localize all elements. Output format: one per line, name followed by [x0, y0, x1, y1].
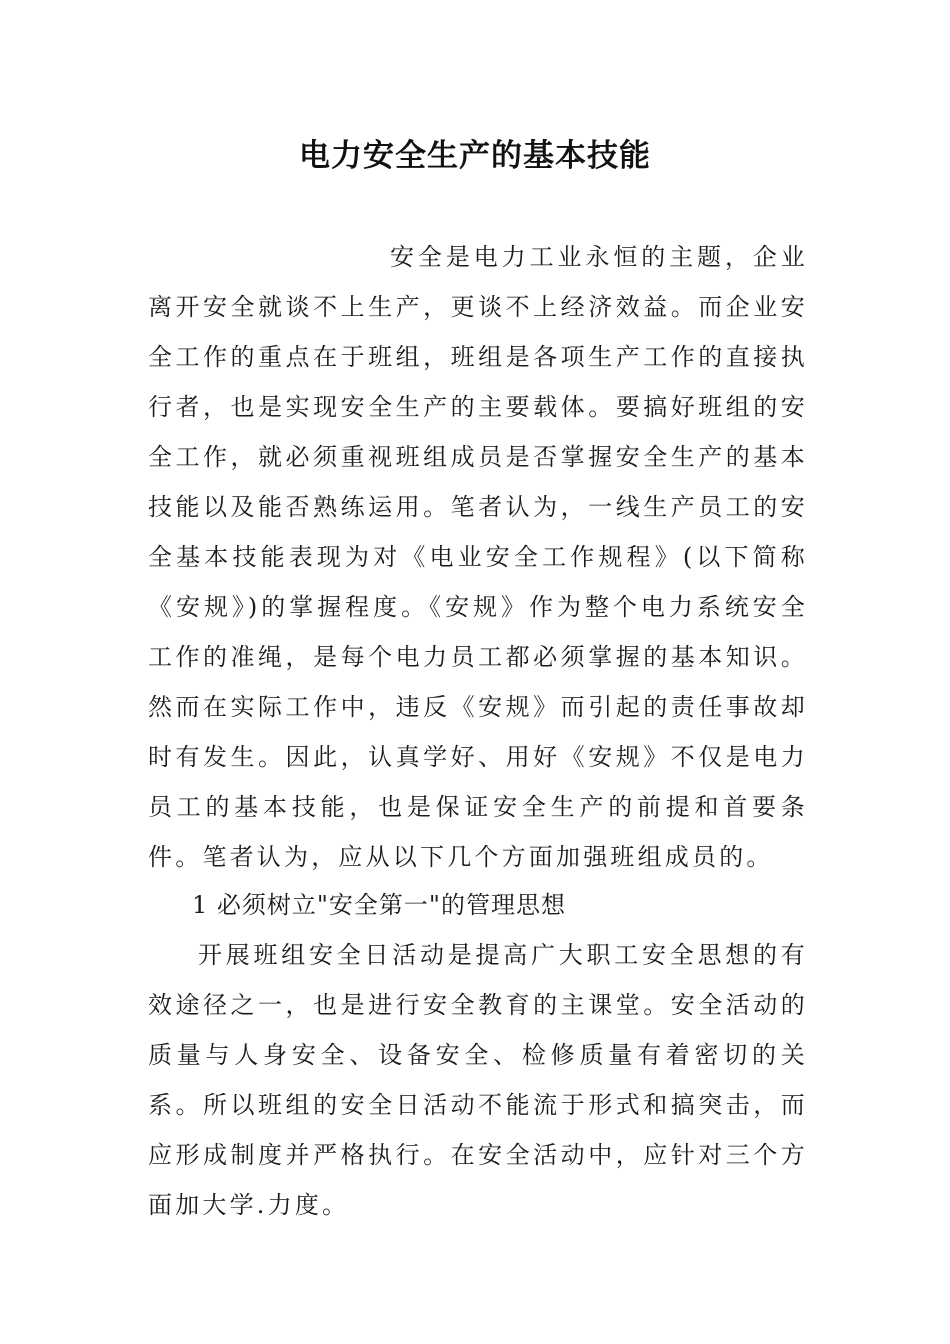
section-heading: 1 必须树立"安全第一"的管理思想	[192, 891, 566, 919]
document-title: 电力安全生产的基本技能	[299, 138, 651, 174]
intro-paragraph: 安全是电力工业永恒的主题，企业离开安全就谈不上生产，更谈不上经济效益。而企业安全工作的重点在于班组，班组是各项生产工作的直接执行者，也是实现安全生产的主要载体。要搞好班组的安全工作，就必须重视班组成员是否掌握安全生产的基本技能以及能否熟练运用。笔者认为，一线生产员工的安全基本技能表现为对《电业安全工作规程》(以下简称《安规》)的掌握程度。《安规》作为整个电力系统安全工作的准绳，是每个电力员工都必须掌握的基本知识。然而在实际工作中，违反《安规》而引起的责任事故却时有发生。因此，认真学好、用好《安规》不仅是电力员工的基本技能，也是保证安全生产的前提和首要条件。笔者认为，应从以下几个方面加强班组成员的。	[148, 243, 808, 871]
section-paragraph: 开展班组安全日活动是提高广大职工安全思想的有效途径之一，也是进行安全教育的主课堂。安全活动的质量与人身安全、设备安全、检修质量有着密切的关系。所以班组的安全日活动不能流于形式和搞突击，而应形成制度并严格执行。在安全活动中，应针对三个方面加大学.力度。	[148, 941, 808, 1219]
